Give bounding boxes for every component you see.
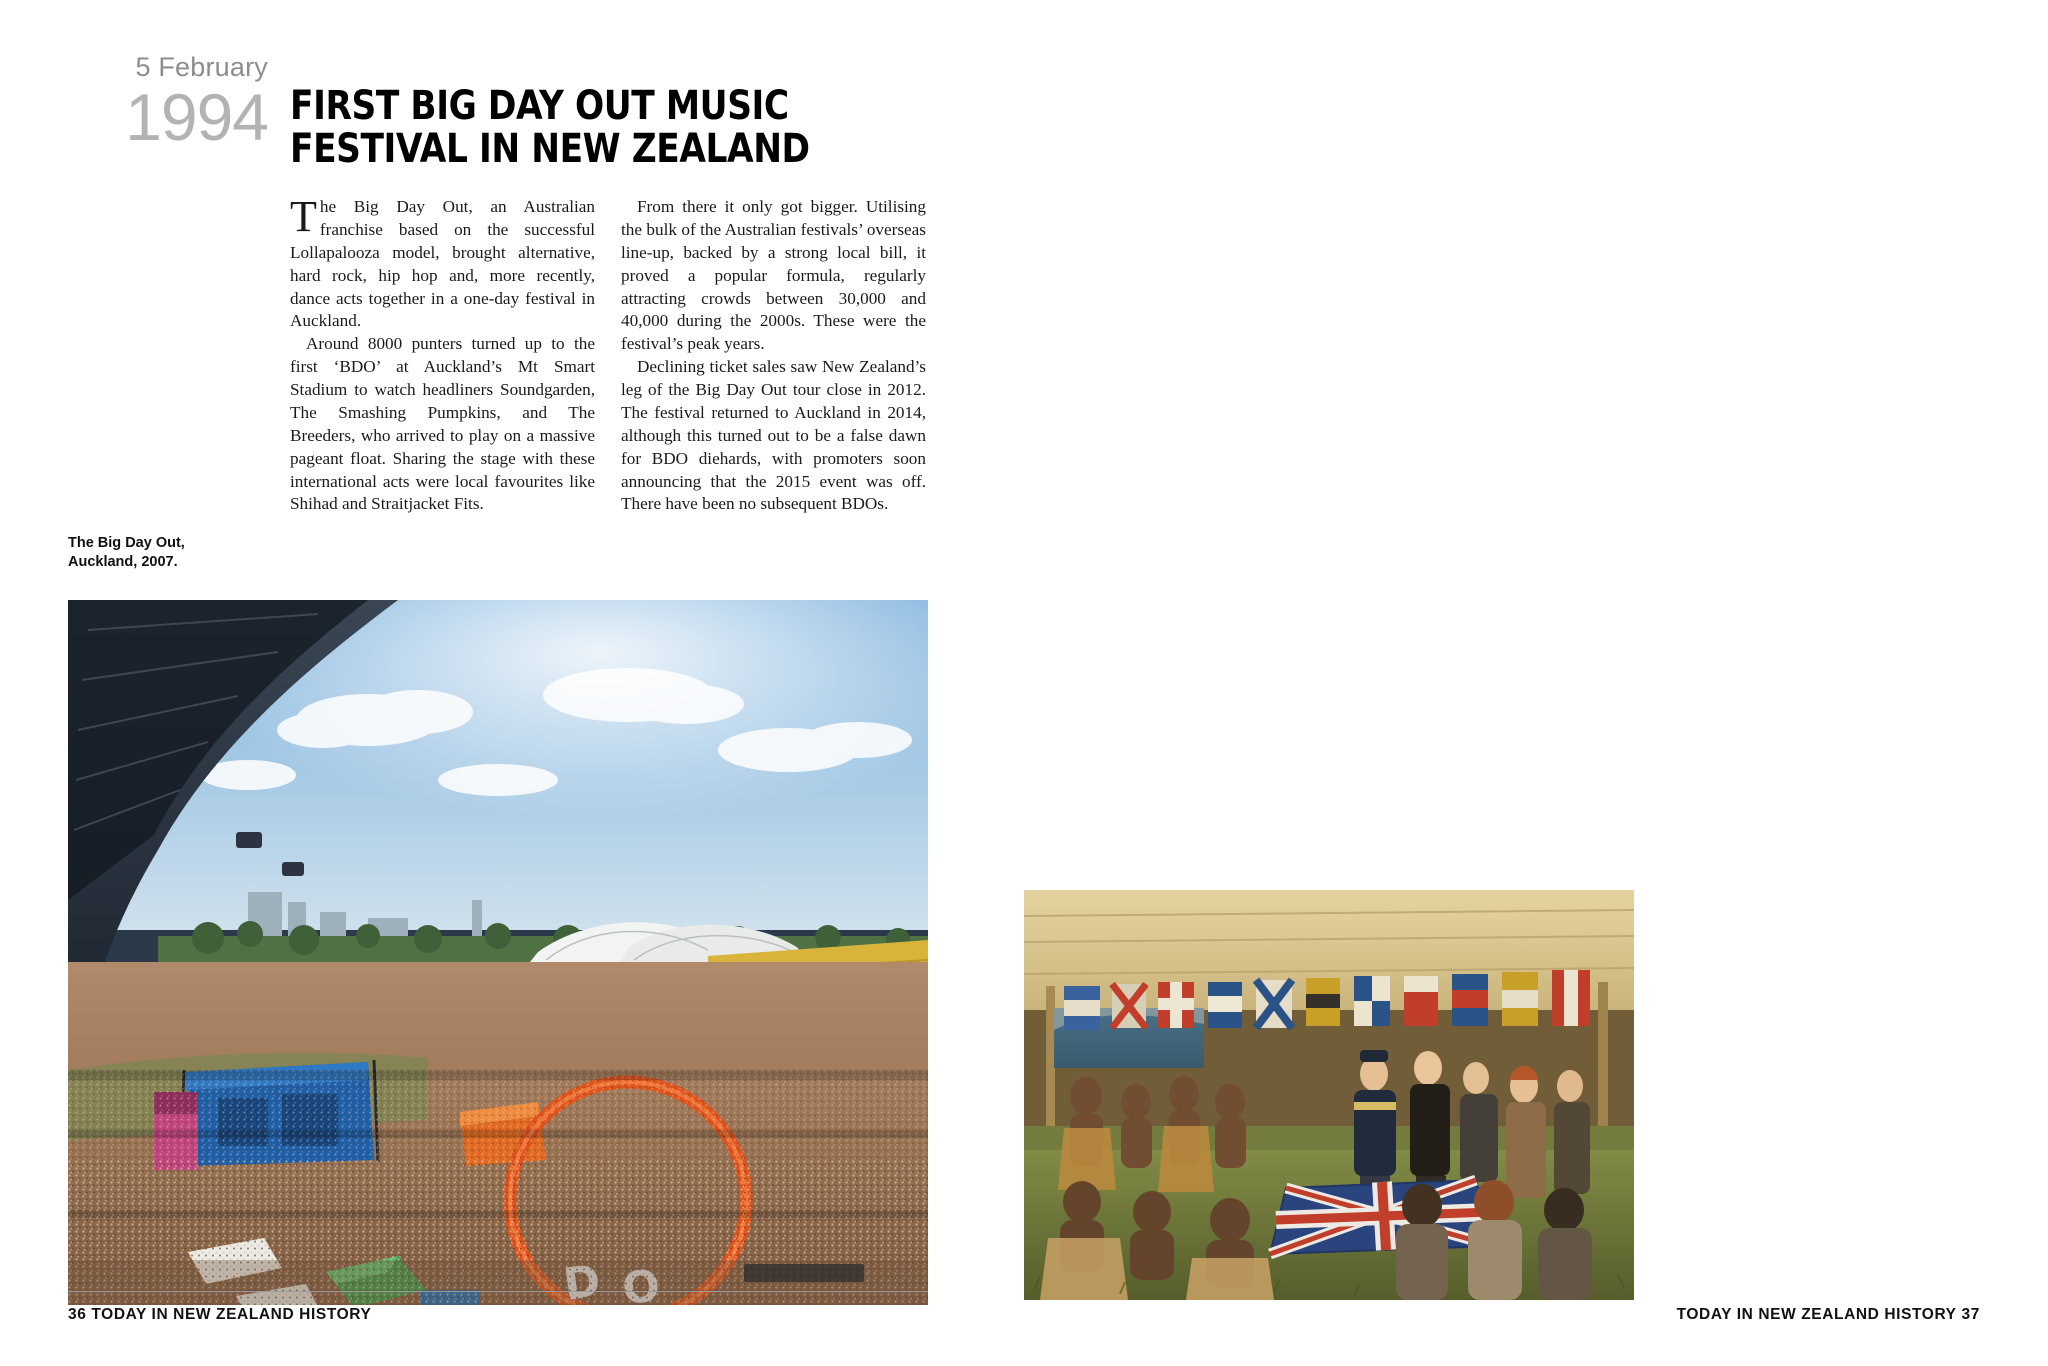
date-day-left: 5 February [135, 52, 268, 82]
paragraph-text: Around 8000 punters turned up to the first ‘BDO’ at Auckland’s Mt Smart Stadium to watch headliners Soundgarden, The Smashing Pumpkins, and The Breeders, who arrived to play on a massive pageant float. Sharing the stage with these international acts were local favourites like Shihad and Straitjacket Fits. [290, 334, 595, 514]
right-page [1024, 0, 2048, 1366]
paragraph-text: he Big Day Out, an Australian franchise based on the successful Lollapalooza model, brought alternative, hard rock, hip hop and, more recently, dance acts together in a one-day festival in Auckland. [290, 197, 595, 331]
paragraph [290, 333, 595, 516]
paragraph-text: Declining ticket sales saw New Zealand’s leg of the Big Day Out tour close in 2012. The festival returned to Auckland in 2014, although this turned out to be a false dawn for BDO diehards, with promoters soon announcing that the 2015 event was off. There have been no subsequent BDOs. [621, 357, 926, 514]
headline-left: FIRST BIG DAY OUT MUSIC FESTIVAL IN NEW ZEALAND [290, 82, 810, 172]
footer-right [1677, 1306, 1980, 1324]
article-body-left [290, 192, 926, 516]
footer-left [68, 1306, 371, 1324]
paragraph [290, 192, 595, 333]
date-year-left: 1994 [125, 80, 268, 154]
paragraph-text: From there it only got bigger. Utilising the bulk of the Australian festivals’ overseas line-up, backed by a strong local bill, it proved a popular formula, regularly attracting crowds between 30,000 and 40,000 during the 2000s. These were the festival’s peak years. [621, 197, 926, 354]
page-number-right: 37 [1961, 1306, 1980, 1323]
festival-photo [68, 600, 928, 1305]
footer-title-left: TODAY IN NEW ZEALAND HISTORY [91, 1306, 372, 1323]
footer-rule-left [68, 1291, 928, 1292]
date-block-left [68, 52, 268, 154]
treaty-painting [1024, 890, 1634, 1300]
paragraph [621, 196, 926, 356]
photo-caption-left: The Big Day Out, Auckland, 2007. [68, 535, 185, 571]
page-number-left: 36 [68, 1306, 87, 1323]
paragraph [621, 356, 926, 516]
footer-title-right: TODAY IN NEW ZEALAND HISTORY [1676, 1306, 1957, 1323]
drop-cap-left: T [290, 192, 317, 241]
